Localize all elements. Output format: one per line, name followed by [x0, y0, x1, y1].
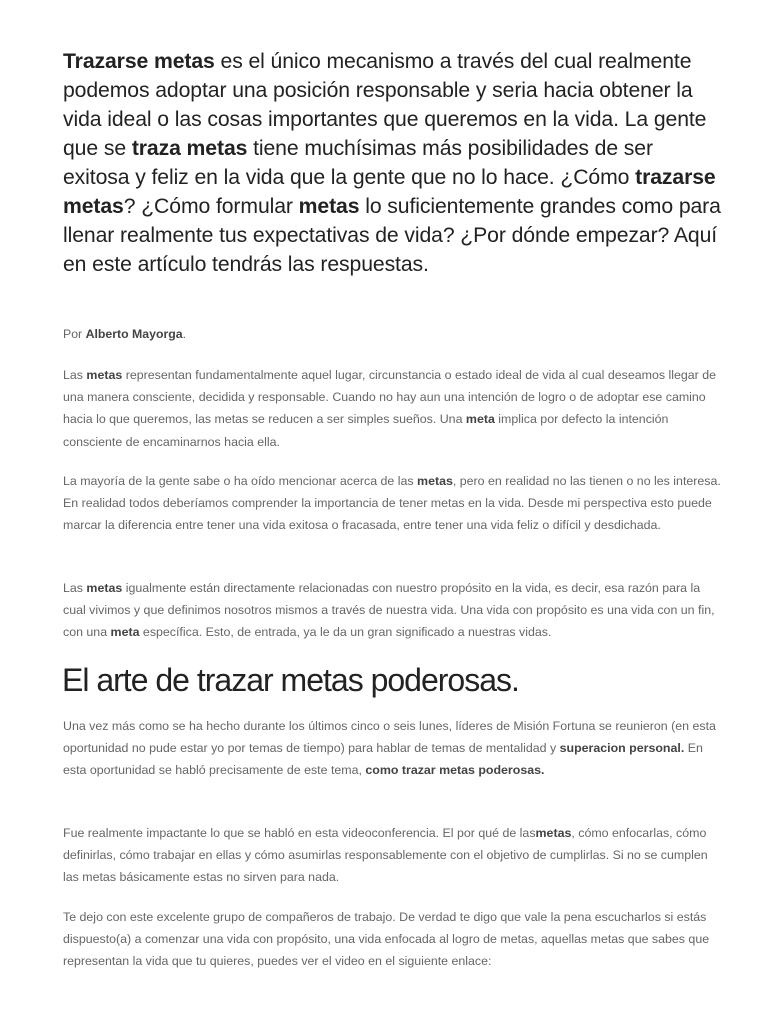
paragraph-text: Una vez más como se ha hecho durante los últimos cinco o seis lunes, líderes de Misión Fortuna se reunieron (en esta oportunidad no pude estar yo por temas de tiempo) para hablar de temas de mentalidad y — [63, 719, 716, 756]
lead-keyword: traza metas — [131, 137, 248, 160]
lead-keyword: Trazarse metas — [63, 50, 215, 73]
paragraph-text: Las — [63, 581, 87, 595]
lead-text: ? ¿Cómo formular — [123, 195, 299, 218]
lead-text: tiene muchísimas más posibilidades de ser exitosa y feliz en la vida que la gente que no lo hace. ¿Cómo — [63, 137, 653, 189]
paragraph-text: Fue realmente impactante lo que se habló en esta videoconferencia. El por qué de las — [63, 826, 536, 840]
body-paragraph-2 — [63, 470, 723, 537]
paragraph-text: representan fundamentalmente aquel lugar, circunstancia o estado ideal de vida al cual deseamos llegar de una manera consciente, decidida y responsable. Cuando no hay aun una intención de logro o de adoptar ese camino hacia lo que queremos, las metas se reducen a ser simples sueños. Una — [63, 368, 717, 427]
paragraph-text: La mayoría de la gente sabe o ha oído mencionar acerca de las — [63, 474, 418, 488]
byline-suffix: . — [182, 327, 187, 341]
lead-text: lo suficientemente grandes como para llenar realmente tus expectativas de vida? ¿Por dónde empezar? Aquí en este artículo tendrás las respuestas. — [63, 195, 721, 276]
section-heading: El arte de trazar metas poderosas. — [62, 662, 519, 698]
keyword: meta — [110, 625, 140, 640]
keyword: metas — [86, 581, 123, 595]
paragraph-text: , pero en realidad no las tienen o no les interesa. En realidad todos deberíamos comprender la importancia de tener metas en la vida. Desde mi perspectiva esto puede marcar la diferencia entre tener una vida exitosa o fracasada, entre tener una vida feliz o difícil y desdichada. — [63, 474, 721, 533]
keyword: meta — [465, 412, 495, 427]
keyword: metas — [86, 368, 123, 382]
paragraph-text: específica. Esto, de entrada, ya le da un gran significado a nuestras vidas. — [139, 625, 552, 640]
keyword: como trazar metas poderosas. — [365, 763, 545, 778]
byline-prefix: Por — [63, 327, 86, 341]
keyword: metas — [535, 826, 572, 840]
keyword: metas — [417, 474, 453, 488]
body-paragraph-5 — [63, 822, 723, 889]
paragraph-text: , cómo enfocarlas, cómo definirlas, cómo trabajar en ellas y cómo asumirlas responsablemente con el objetivo de cumplirlas. Si no se cumplen las metas básicamente estas no sirven para nada. — [63, 826, 708, 885]
keyword: superacion personal. — [559, 741, 685, 756]
body-paragraph-6 — [63, 906, 723, 973]
body-paragraph-3 — [63, 577, 723, 644]
paragraph-text: Te dejo con este excelente grupo de compañeros de trabajo. De verdad te digo que vale la pena escucharlos si estás dispuesto(a) a comenzar una vida con propósito, una vida enfocada al logro de metas, aquellas metas que sabes que representan la vida que tu quieres, puedes ver el video en el siguiente enlace: — [63, 910, 710, 969]
lead-text: es el único mecanismo a través del cual realmente podemos adoptar una posición responsable y seria hacia obtener la vida ideal o las cosas importantes que queremos en la vida. La gente que se — [63, 50, 707, 160]
paragraph-text: igualmente están directamente relacionadas con nuestro propósito en la vida, es decir, esa razón para la cual vivimos y que definimos nosotros mismos a través de nuestra vida. Una vida con propósito es una vida con un fin, con una — [63, 581, 715, 640]
paragraph-text: En esta oportunidad se habló precisamente de este tema, — [63, 741, 703, 778]
paragraph-text: implica por defecto la intención consciente de encaminarnos hacia ella. — [63, 412, 669, 449]
body-paragraph-1 — [63, 364, 723, 453]
lead-paragraph — [63, 47, 723, 279]
lead-keyword: metas — [298, 195, 360, 218]
lead-keyword: trazarse metas — [63, 166, 716, 218]
paragraph-text: Las — [63, 368, 87, 382]
body-paragraph-4 — [63, 715, 723, 782]
byline — [63, 324, 186, 344]
author-name: Alberto Mayorga — [85, 327, 183, 341]
